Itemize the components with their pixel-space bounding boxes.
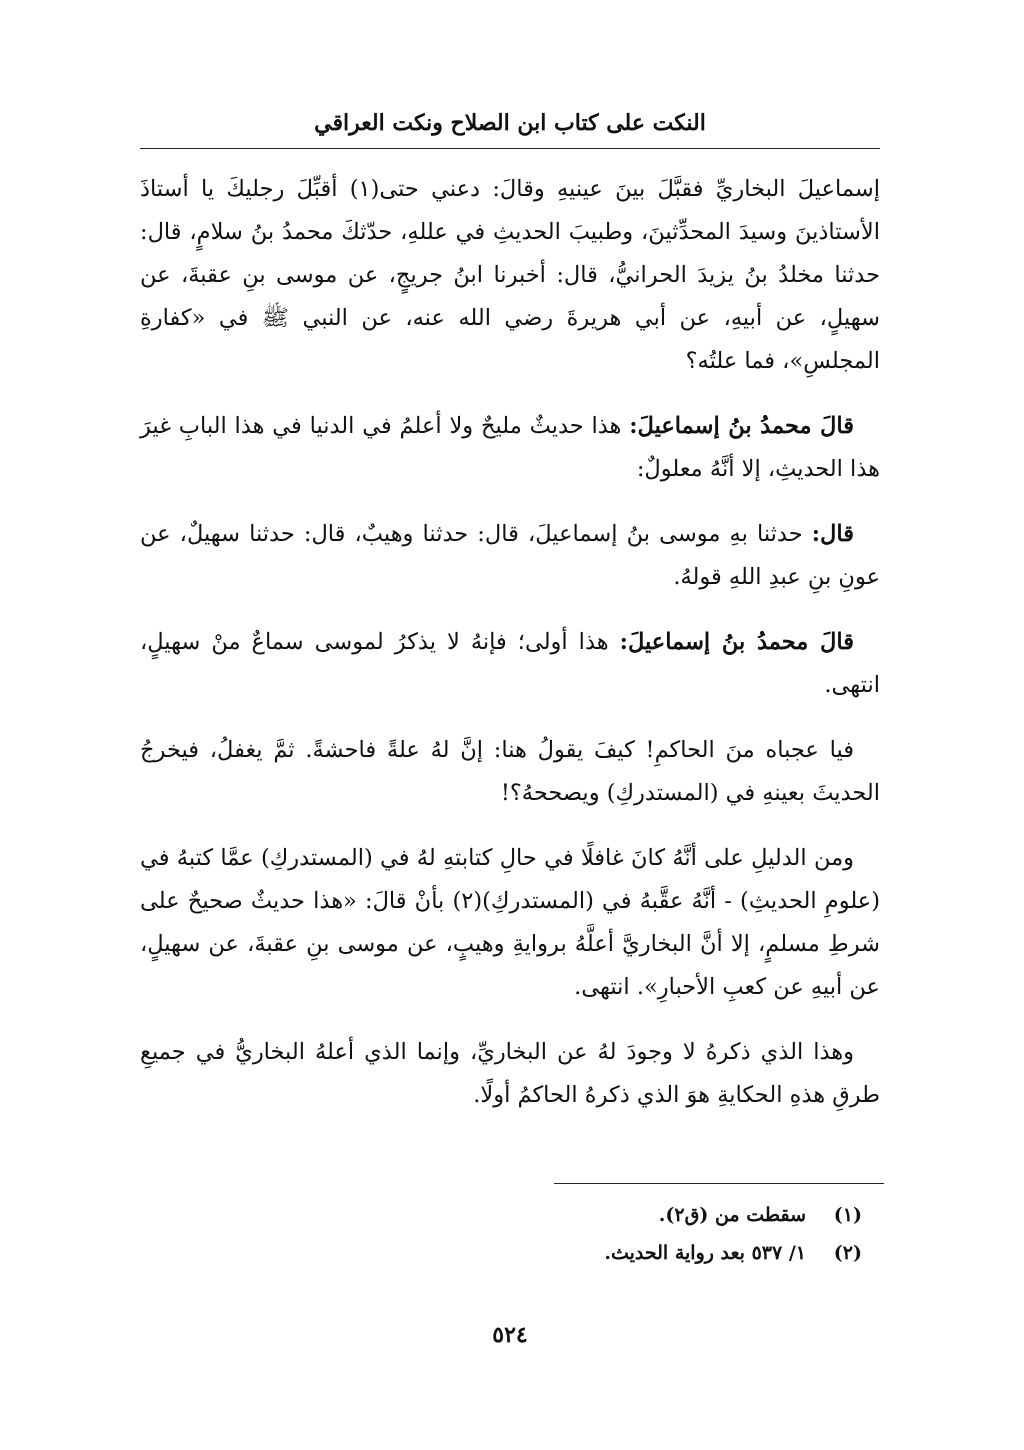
paragraph-text: وهذا الذي ذكرهُ لا وجودَ لهُ عن البخاريِّ، وإنما الذي أعلهُ البخاريُّ في جميعِ طرقِ هذهِ الحكايةِ هوَ الذي ذكرهُ الحاكمُ أولًا. [140,1039,880,1108]
paragraph-text: فيا عجباه منَ الحاكمِ! كيفَ يقولُ هنا: إنَّ لهُ علةً فاحشةً. ثمَّ يغفلُ، فيخرجُ الحديثَ بعينهِ في (المستدركِ) ويصححهُ؟! [140,737,880,806]
paragraph-lead: قالَ محمدُ بنُ إسماعيلَ: [619,629,854,655]
footnote-number: (٢) [833,1242,862,1264]
paragraph-text: هذا أولى؛ فإنهُ لا يذكرُ لموسى سماعٌ منْ سهيلٍ، انتهى. [140,629,880,698]
paragraph-text: هذا حديثٌ مليحٌ ولا أعلمُ في الدنيا في هذا البابِ غيرَ هذا الحديثِ، إلا أنَّهُ معلولٌ: [140,413,880,482]
paragraph-text: حدثنا بهِ موسى بنُ إسماعيلَ، قال: حدثنا وهيبٌ، قال: حدثنا سهيلٌ، عن عونِ بنِ عبدِ اللهِ قولهُ. [140,521,880,590]
footnote-1 [140,1196,880,1234]
main-text [140,168,880,1139]
paragraph-lead: قال: [811,521,854,547]
paragraph-1 [140,168,880,383]
footnote-2 [140,1234,880,1272]
footnote-text: سقطت من (ق٢). [658,1204,806,1226]
footnote-number: (١) [833,1204,862,1226]
footnote-text: ١/ ٥٣٧ بعد رواية الحديث. [604,1242,806,1264]
paragraph-5 [140,729,880,815]
paragraph-lead: قالَ محمدُ بنُ إسماعيلَ: [629,413,854,439]
page-number: ٥٢٤ [492,1322,528,1348]
paragraph-3 [140,513,880,599]
paragraph-4 [140,621,880,707]
paragraph-text: ومن الدليلِ على أنَّهُ كانَ غافلًا في حالِ كتابتهِ لهُ في (المستدركِ) عمَّا كتبهُ في (علومِ الحديثِ) - أنَّهُ عقَّبهُ في (المستدركِ)(٢) بأنْ قالَ: «هذا حديثٌ صحيحٌ على شرطِ مسلمٍ، إلا أنَّ البخاريَّ أعلَّهُ بروايةِ وهيبٍ، عن موسى بنِ عقبةَ، عن سهيلٍ، عن أبيهِ عن كعبِ الأحبارِ». انتهى. [140,845,880,1000]
paragraph-2 [140,405,880,491]
footnote-rule [554,1183,884,1184]
running-head-title: النكت على كتاب ابن الصلاح ونكت العراقي [314,110,706,136]
paragraph-7 [140,1031,880,1117]
paragraph-6 [140,837,880,1009]
footnotes [140,1196,880,1272]
header-rule [140,148,880,149]
paragraph-text: إسماعيلَ البخاريِّ فقبَّلَ بينَ عينيهِ وقالَ: دعني حتى(١) أقبِّلَ رجليكَ يا أستاذَ الأستاذينَ وسيدَ المحدِّثينَ، وطبيبَ الحديثِ في عللهِ، حدّثكَ محمدُ بنُ سلامٍ، قال: حدثنا مخلدُ بنُ يزيدَ الحرانيُّ، قال: أخبرنا ابنُ جريجٍ، عن موسى بنِ عقبةَ، عن سهيلٍ، عن أبيهِ، عن أبي هريرةَ رضي الله عنه، عن النبي ﷺ في «كفارةِ المجلسِ»، فما علتُه؟ [140,176,880,374]
